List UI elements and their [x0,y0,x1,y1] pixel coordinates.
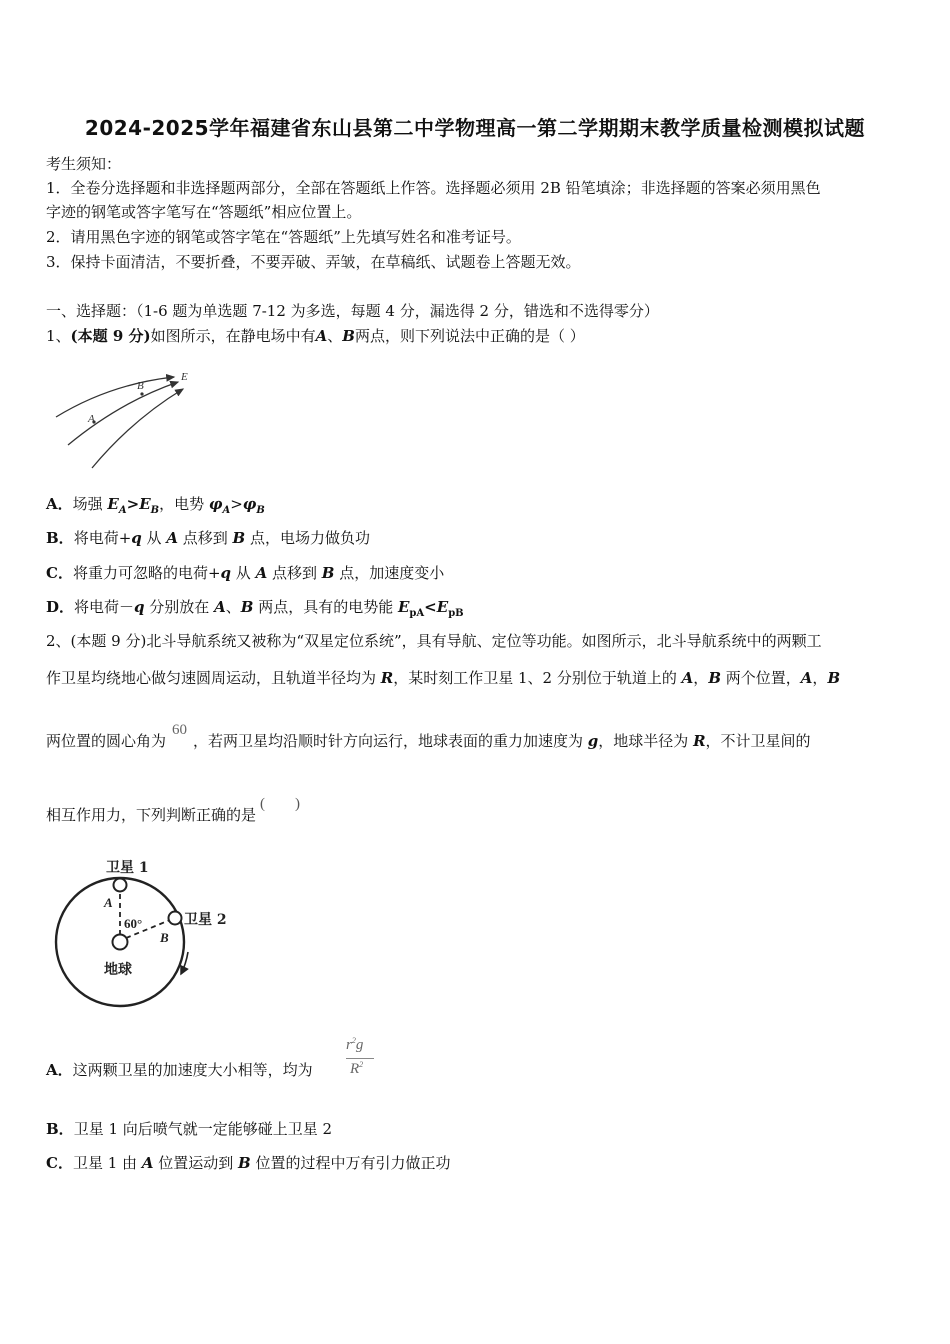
label-sat2: 卫星 2 [184,912,227,928]
label-sat1: 卫星 1 [106,860,149,876]
q1-option-c[interactable] [46,561,444,585]
option-text: 、 [225,598,241,616]
var-e: E [139,495,151,513]
var-a: A [214,598,226,616]
label-b: B [160,930,169,945]
q1-number: 1、 [46,327,71,345]
option-text: 场强 [72,495,108,513]
q2-text: 两个位置， [721,669,801,687]
q2-text: 两位置的圆心角为 [46,732,167,750]
q1-option-d[interactable] [46,595,464,626]
option-text: 点，加速度变小 [334,564,445,582]
var-phi: φ [242,495,257,513]
notice-item-3: 3．保持卡面清洁，不要折叠，不要弄破、弄皱，在草稿纸、试题卷上答题无效。 [46,253,581,271]
q2-text: ，地球半径为 [598,732,694,750]
sub-pa: pA [409,608,425,619]
option-text: 位置的过程中万有引力做正功 [250,1154,451,1172]
section-heading: 一、选择题：（1-6 题为单选题 7-12 为多选，每题 4 分，漏选得 2 分，错选和不选得零分） [46,302,659,320]
var-e: E [107,495,119,513]
q2-text: 相互作用力，下列判断正确的是 [46,806,257,824]
lt-sign: < [424,598,437,616]
var-a: A [681,669,694,687]
option-text: 点移到 [177,529,233,547]
q1-point-a: A [315,327,328,345]
notice-item-1: 1．全卷分选择题和非选择题两部分，全部在答题纸上作答。选择题必须用 2B 铅笔填涂；非选择题的答案必须用黑色 [46,179,821,197]
earth [113,935,128,950]
var-e: E [436,598,449,616]
q2-text: ，不计卫星间的 [705,732,811,750]
q2-text: ，若两卫星均沿顺时针方向运行，地球表面的重力加速度为 [193,732,588,750]
q2-option-b[interactable] [46,1117,332,1141]
q2-text: ， [812,669,828,687]
label-b: B [137,380,144,392]
q1-stem-a: 如图所示，在静电场中有 [150,327,316,345]
var-g: g [587,732,599,750]
var-e: E [397,598,410,616]
label-earth: 地球 [104,962,132,978]
frac-exp: 2 [359,1060,364,1069]
option-text: 两点，具有的电势能 [253,598,398,616]
var-phi: φ [208,495,223,513]
option-text: 将电荷+ [73,529,132,547]
label-e: E [181,371,188,383]
acceleration-fraction [346,1036,380,1084]
angle-60: 60 [172,722,188,738]
var-b: B [238,1154,251,1172]
q1-score: (本题 9 分) [70,327,151,345]
option-label: B． [46,529,74,547]
answer-blank: ( ) [260,796,301,812]
question-1-stem [46,324,585,348]
label-angle: 60° [124,916,143,931]
option-text: 点，电场力做负功 [245,529,370,547]
page-title: 2024-2025学年福建省东山县第二中学物理高一第二学期期末教学质量检测模拟试题 [84,116,866,140]
var-b: B [240,598,254,616]
sub-a: A [118,505,127,516]
question-2-line-3 [46,722,811,754]
option-text: 这两颗卫星的加速度大小相等，均为 [72,1061,313,1079]
option-text: 分别放在 [144,598,215,616]
option-text: 将重力可忽略的电荷+ [72,564,221,582]
var-a: A [166,529,178,547]
frac-R: R [350,1061,360,1077]
sub-b: B [256,505,265,516]
label-a: A [88,413,95,425]
var-b: B [321,564,335,582]
question-2-line-2 [46,666,840,690]
var-b: B [827,669,841,687]
q2-text: 作卫星均绕地心做匀速圆周运动，且轨道半径均为 [46,669,381,687]
satellite-1 [114,879,127,892]
notice-item-1-cont: 字迹的钢笔或答字笔写在“答题纸”相应位置上。 [46,203,362,221]
option-text: ，电势 [159,495,209,513]
gt-sign: > [126,495,140,513]
sub-pb: pB [448,608,464,619]
field-line-3 [92,389,183,468]
var-a: A [800,669,813,687]
var-r: R [380,669,394,687]
q2-text: ， [693,669,709,687]
var-q: q [134,598,145,616]
var-q: q [131,529,142,547]
q1-option-a[interactable] [46,492,265,523]
gt-sign: > [230,495,243,513]
q1-point-b: B [342,327,355,345]
option-text: 卫星 1 向后喷气就一定能够碰上卫星 2 [73,1120,333,1138]
option-label: B． [46,1120,74,1138]
var-a: A [255,564,268,582]
notice-item-2: 2．请用黑色字迹的钢笔或答字笔在“答题纸”上先填写姓名和准考证号。 [46,228,521,246]
var-a: A [141,1154,154,1172]
var-r: R [693,732,706,750]
var-b: B [708,669,721,687]
satellite-2 [169,912,182,925]
sub-b: B [150,505,160,516]
option-text: 将电荷－ [74,598,135,616]
satellite-orbit-figure [48,852,248,1017]
electric-field-figure [50,362,200,474]
var-q: q [220,564,232,582]
q2-option-c[interactable] [46,1151,450,1175]
option-label: C． [46,1154,73,1172]
frac-r: r [346,1037,352,1053]
option-label: A． [46,495,73,513]
question-2-line-4 [46,796,301,828]
option-text: 从 [141,529,167,547]
option-text: 卫星 1 由 [72,1154,142,1172]
q2-text: ，某时刻工作卫星 1、2 分别位于轨道上的 [393,669,682,687]
fraction-bar [346,1058,374,1059]
label-a: A [104,895,113,910]
option-text: 从 [231,564,256,582]
notice-heading: 考生须知： [46,155,122,173]
point-b-dot [140,392,143,395]
var-b: B [232,529,246,547]
q1-stem-b: 两点，则下列说法中正确的是（ ） [354,327,585,345]
option-text: 位置运动到 [153,1154,238,1172]
option-text: 点移到 [267,564,322,582]
sub-a: A [222,505,231,516]
question-2-line-1: 2、(本题 9 分)北斗导航系统又被称为“双星定位系统”，具有导航、定位等功能。如图所示，北斗导航系统中的两颗工 [46,632,822,650]
q1-sep: 、 [327,327,343,345]
q2-option-a[interactable] [46,1058,313,1082]
q1-option-b[interactable] [46,526,370,550]
option-label: C． [46,564,73,582]
option-label: A． [46,1061,73,1079]
frac-exp: 2 [351,1036,356,1045]
frac-g: g [355,1037,364,1053]
option-label: D． [46,598,75,616]
